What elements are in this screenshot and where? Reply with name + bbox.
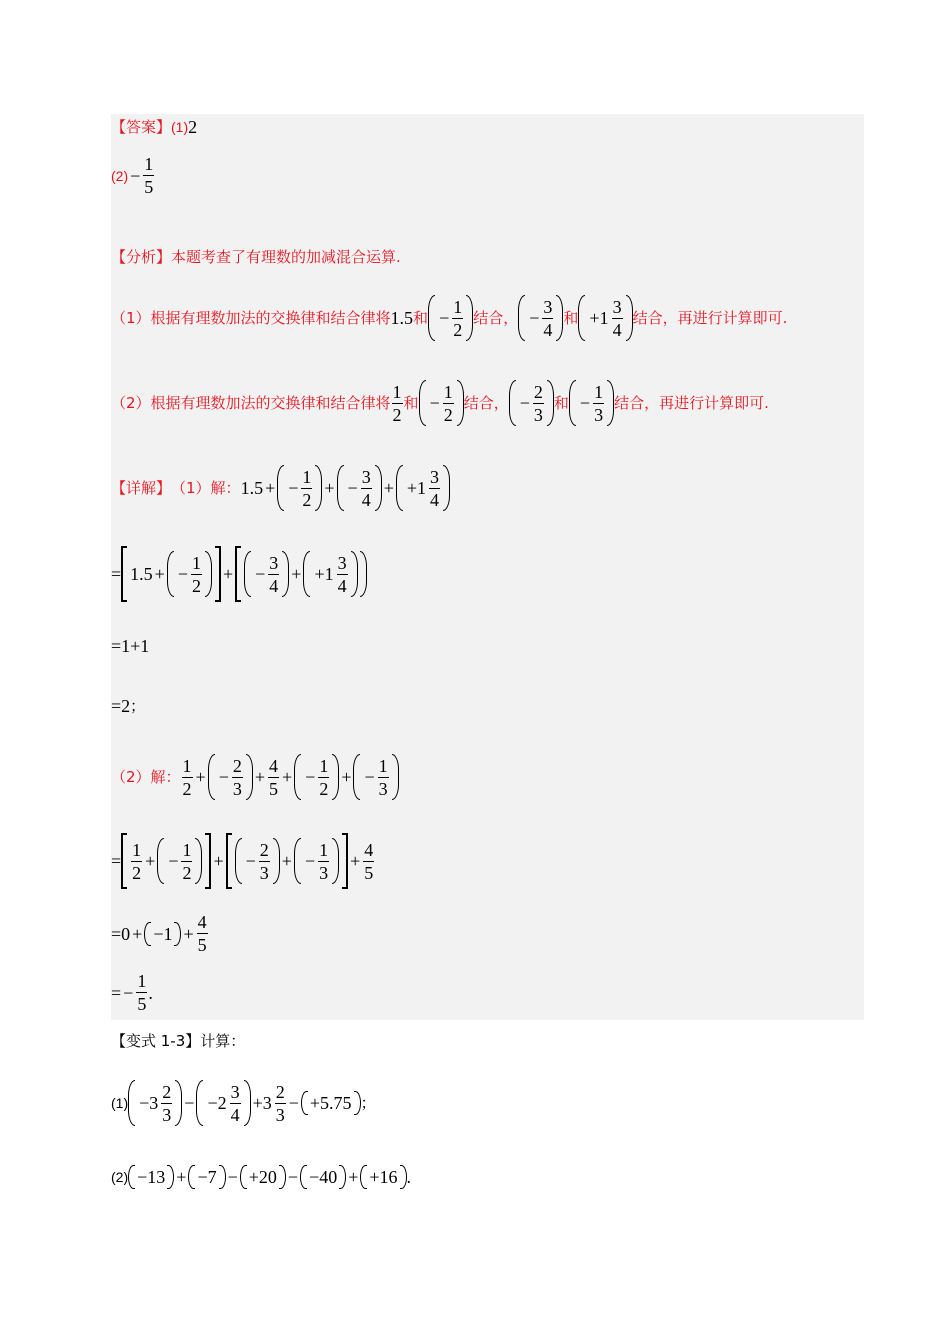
detail-p1-step2-expression: = 1.5 + − $\frac{1}{2}$ + − $\frac{3}{4}$ + +1 $\frac{3}{4}$ <box>111 546 367 602</box>
variant-tag: 【变式 1-3】 <box>111 1032 201 1050</box>
answer-part1-label: (1) <box>171 119 189 135</box>
analysis-p2-half: $\frac{1}{2}$ <box>392 381 402 425</box>
analysis-p2-suffix: 结合，再进行计算即可. <box>614 393 769 412</box>
analysis-p2-and: 和 <box>403 393 419 412</box>
analysis-text: 本题考查了有理数的加减混合运算. <box>171 248 401 266</box>
analysis-p2 <box>111 380 769 426</box>
variant-q1 <box>111 1080 376 1126</box>
variant-q1-expression: −3 $\frac{2}{3}$ − −2 $\frac{3}{4}$ +3 $\frac{2}{3}$ − +5.75 ； <box>128 1080 375 1126</box>
detail-p1-step2 <box>111 546 367 602</box>
detail-p2-step2-expression: = $\frac{1}{2}$ + − $\frac{1}{2}$ + − $\frac{2}{3}$ + − $\frac{1}{3}$ + $\frac{4}{5}$ <box>111 833 375 889</box>
detail-p2-label: （2）解： <box>111 767 181 786</box>
answer-part1-value: 2 <box>188 117 198 137</box>
variant-q2-expression: −13 + −7 − +20 − −40 + +16 . <box>128 1165 411 1189</box>
detail-p1-step3: = 1+1 <box>111 636 150 656</box>
answer-tag: 【答案】 <box>111 117 172 136</box>
variant-q2-label: (2) <box>111 1169 129 1185</box>
answer-line <box>111 118 197 136</box>
analysis-p2-term3: − $\frac{1}{3}$ <box>569 380 614 426</box>
detail-p1-step4-value: 2 <box>121 696 131 716</box>
variant-intro: 计算： <box>200 1032 246 1050</box>
analysis-p1-term1: − $\frac{1}{2}$ <box>428 295 473 341</box>
variant-line <box>111 1034 245 1049</box>
detail-p2-step4-expression: = − $\frac{1}{5}$ . <box>111 971 153 1014</box>
analysis-p1-prefix: （1）根据有理数加法的交换律和结合律将 <box>111 308 391 327</box>
detail-p1-step4: = 2 ； <box>111 696 146 716</box>
analysis-p1 <box>111 295 787 341</box>
analysis-p1-and: 和 <box>413 308 429 327</box>
analysis-p2-prefix: （2）根据有理数加法的交换律和结合律将 <box>111 393 391 412</box>
analysis-tag: 【分析】 <box>111 248 172 266</box>
detail-p1-step3-value: 1+1 <box>121 636 150 656</box>
detail-p2-expression: $\frac{1}{2}$ + − $\frac{2}{3}$ + $\frac{4}{5}$ + − $\frac{1}{2}$ + − $\frac{1}{3}$ <box>181 754 399 800</box>
detail-p2-step3 <box>111 913 209 954</box>
detail-p1-label: （1）解： <box>171 478 241 497</box>
analysis-p1-term2: − $\frac{3}{4}$ <box>518 295 563 341</box>
detail-p2-step2 <box>111 833 375 889</box>
analysis-p1-combine: 结合， <box>473 308 519 327</box>
analysis-line <box>111 250 401 265</box>
analysis-p1-suffix: 结合，再进行计算即可. <box>632 308 788 327</box>
analysis-p1-a: 1.5 <box>390 308 414 328</box>
detail-p2-step4 <box>111 972 153 1013</box>
answer-part2-sign: − <box>130 165 141 186</box>
variant-q2 <box>111 1165 411 1189</box>
detail-p2-line <box>111 754 399 800</box>
analysis-p2-and2: 和 <box>553 393 569 412</box>
analysis-p1-and2: 和 <box>563 308 579 327</box>
analysis-p2-combine: 结合， <box>463 393 509 412</box>
answer-part2-fraction: $\frac{1}{5}$ <box>144 154 154 197</box>
detail-p1-expression: 1.5 + − $\frac{1}{2}$ + − $\frac{3}{4}$ + +1 $\frac{3}{4}$ <box>241 465 450 511</box>
analysis-p1-term3: +1 $\frac{3}{4}$ <box>578 295 632 341</box>
detail-p2-step3-expression: = 0 + −1 + $\frac{4}{5}$ <box>111 912 207 955</box>
detail-tag: 【详解】 <box>111 478 172 497</box>
analysis-p2-term1: − $\frac{1}{2}$ <box>419 380 464 426</box>
answer-part2-label: (2) <box>111 167 129 184</box>
detail-p1-line <box>111 465 450 511</box>
analysis-p2-term2: − $\frac{2}{3}$ <box>509 380 554 426</box>
answer-part2-line <box>111 155 155 196</box>
variant-q1-label: (1) <box>111 1095 129 1111</box>
